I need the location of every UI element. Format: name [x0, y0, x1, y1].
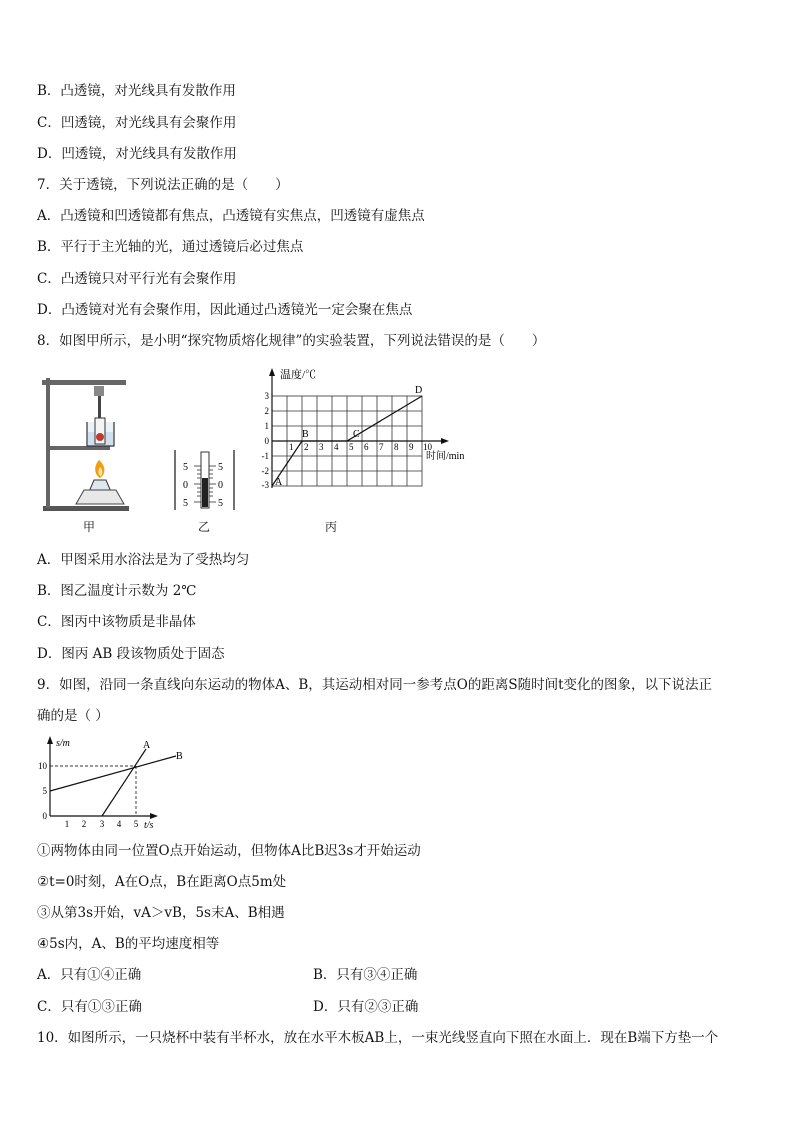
ytick-3: 3	[264, 391, 269, 401]
st-xtick-4: 4	[116, 819, 122, 829]
thermo-label-mid-left: 0	[183, 480, 188, 491]
thermometer-figure	[172, 448, 238, 514]
xtick-9: 9	[409, 442, 414, 452]
st-ytick-10: 10	[38, 761, 47, 771]
xtick-4: 4	[334, 442, 339, 452]
xtick-2: 2	[304, 442, 309, 452]
xtick-3: 3	[319, 442, 324, 452]
apparatus-figure	[40, 372, 132, 514]
q8-option-a: A．甲图采用水浴法是为了受热均匀	[37, 552, 250, 568]
q10-stem: 10．如图所示，一只烧杯中装有半杯水，放在水平木板AB上，一束光线竖直向下照在水面上．现在B端下方垫一个	[37, 1030, 719, 1046]
q9-option-b: B．只有③④正确	[313, 967, 418, 983]
st-graph	[36, 734, 192, 830]
q7-option-b: B．平行于主光轴的光，通过透镜后必过焦点	[37, 239, 304, 255]
line-b-label: B	[176, 751, 183, 762]
q9-statement-4: ④5s内，A、B的平均速度相等	[37, 936, 220, 952]
xtick-10: 10	[423, 442, 432, 452]
q8-option-c: C．图丙中该物质是非晶体	[37, 614, 196, 630]
q9-stem-line1: 9．如图，沿同一条直线向东运动的物体A、B，其运动相对同一参考点O的距离S随时间t变化的图象，以下说法正	[37, 677, 712, 693]
graph-xlabel: 时间/min	[426, 451, 465, 462]
q6-option-d: D．凹透镜，对光线具有发散作用	[37, 146, 237, 162]
q7-option-a: A．凸透镜和凹透镜都有焦点，凸透镜有实焦点，凹透镜有虚焦点	[37, 208, 425, 224]
q8-option-d: D．图丙 AB 段该物质处于固态	[37, 646, 225, 662]
caption-yi: 乙	[198, 520, 211, 534]
ytick-neg2: -2	[261, 466, 269, 476]
ytick-neg3: -3	[261, 480, 269, 490]
thermo-label-mid-right: 0	[218, 480, 223, 491]
st-xtick-2: 2	[81, 819, 87, 829]
q8-option-b: B．图乙温度计示数为 2℃	[37, 583, 197, 599]
xtick-5: 5	[349, 442, 354, 452]
q8-stem: 8．如图甲所示，是小明“探究物质熔化规律”的实验装置，下列说法错误的是（ ）	[37, 333, 546, 349]
melting-graph	[255, 364, 480, 514]
point-a-label: A	[275, 477, 283, 488]
point-d-label: D	[415, 385, 423, 396]
q9-option-c: C．只有①③正确	[37, 999, 142, 1015]
q6-option-c: C．凹透镜，对光线具有会聚作用	[37, 115, 237, 131]
q7-stem: 7．关于透镜，下列说法正确的是（ ）	[37, 177, 289, 193]
q9-option-d: D．只有②③正确	[313, 999, 419, 1015]
thermo-label-top-left: 5	[183, 462, 188, 473]
point-b-label: B	[302, 429, 309, 440]
graph-ylabel: 温度/℃	[280, 369, 317, 381]
st-ytick-5: 5	[42, 786, 47, 796]
q9-statement-1: ①两物体由同一位置O点开始运动，但物体A比B迟3s才开始运动	[37, 843, 421, 859]
q9-statement-3: ③从第3s开始，vA＞vB，5s末A、B相遇	[37, 905, 285, 921]
xtick-6: 6	[364, 442, 369, 452]
q7-option-c: C．凸透镜只对平行光有会聚作用	[37, 271, 237, 287]
q7-option-d: D．凸透镜对光有会聚作用，因此通过凸透镜光一定会聚在焦点	[37, 302, 413, 318]
thermo-label-bottom-right: 5	[218, 498, 223, 509]
q9-stem-line2: 确的是（ ）	[37, 708, 109, 724]
ytick-0: 0	[264, 436, 269, 446]
xtick-1: 1	[289, 442, 294, 452]
point-c-label: C	[353, 429, 360, 440]
caption-bing: 丙	[325, 520, 338, 534]
ytick-1: 1	[264, 421, 269, 431]
q9-option-a: A．只有①④正确	[37, 967, 142, 983]
caption-jia: 甲	[83, 520, 96, 534]
line-a-label: A	[143, 740, 151, 751]
q6-option-b: B．凸透镜，对光线具有发散作用	[37, 83, 236, 99]
st-ylabel: s/m	[56, 738, 70, 749]
ytick-neg1: -1	[261, 451, 269, 461]
st-xtick-3: 3	[99, 819, 105, 829]
st-ytick-0: 0	[42, 811, 47, 821]
st-xtick-5: 5	[133, 819, 139, 829]
ytick-2: 2	[264, 406, 269, 416]
xtick-8: 8	[394, 442, 399, 452]
st-xlabel: t/s	[144, 820, 154, 830]
thermo-label-top-right: 5	[218, 462, 223, 473]
q9-statement-2: ②t=0时刻，A在O点，B在距离O点5m处	[37, 874, 287, 890]
xtick-7: 7	[379, 442, 384, 452]
st-xtick-1: 1	[64, 819, 70, 829]
thermo-label-bottom-left: 5	[183, 498, 188, 509]
